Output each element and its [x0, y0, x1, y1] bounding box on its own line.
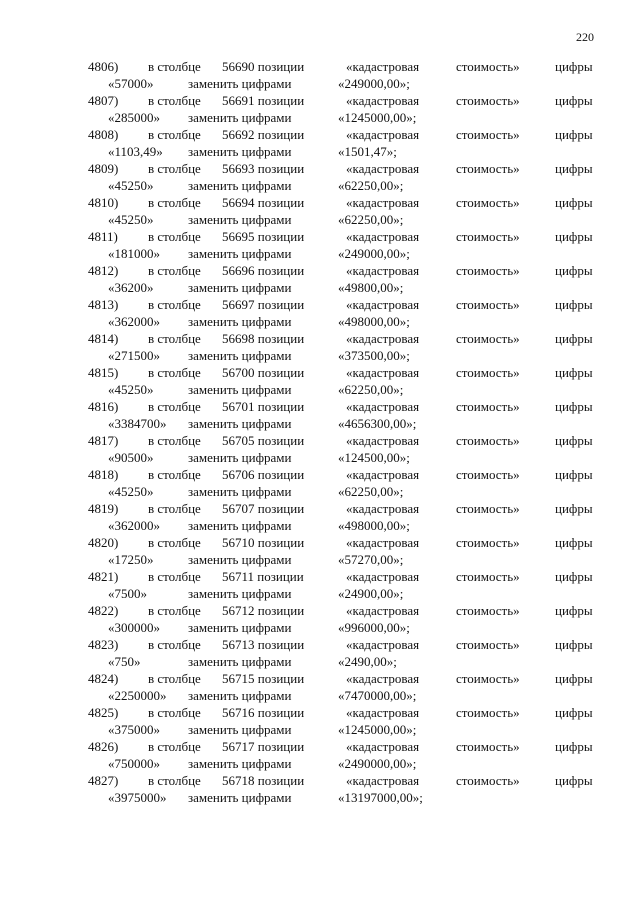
in-column-label: в столбце [148, 773, 201, 788]
digits-label: цифры [555, 671, 593, 686]
cost-label: стоимость» [456, 331, 520, 346]
position-ref [222, 670, 304, 687]
cadastral-label: «кадастровая [346, 637, 420, 652]
position-ref [222, 568, 304, 585]
list-item [0, 772, 640, 806]
in-column-label: в столбце [148, 569, 201, 584]
digits-label: цифры [555, 161, 593, 176]
cost-label: стоимость» [456, 467, 520, 482]
position-ref [222, 330, 304, 347]
list-item [0, 466, 640, 500]
position-number: 56710 [222, 535, 255, 550]
list-item [0, 738, 640, 772]
replace-label: заменить цифрами [188, 280, 292, 295]
cadastral-label: «кадастровая [346, 59, 420, 74]
position-ref [222, 500, 304, 517]
position-number: 56695 [222, 229, 255, 244]
old-value: «45250» [108, 484, 154, 499]
in-column-label: в столбце [148, 637, 201, 652]
new-value: «373500,00»; [338, 348, 410, 363]
in-column-label: в столбце [148, 501, 201, 516]
old-value: «750000» [108, 756, 160, 771]
cadastral-label: «кадастровая [346, 127, 420, 142]
cost-label: стоимость» [456, 229, 520, 244]
old-value: «271500» [108, 348, 160, 363]
old-value: «300000» [108, 620, 160, 635]
position-number: 56694 [222, 195, 255, 210]
list-item [0, 602, 640, 636]
digits-label: цифры [555, 637, 593, 652]
list-item [0, 92, 640, 126]
cadastral-label: «кадастровая [346, 705, 420, 720]
entry-number: 4825) [88, 705, 119, 720]
replace-label: заменить цифрами [188, 654, 292, 669]
digits-label: цифры [555, 365, 593, 380]
entry-number: 4815) [88, 365, 119, 380]
digits-label: цифры [555, 195, 593, 210]
position-ref [222, 466, 304, 483]
entry-number: 4812) [88, 263, 119, 278]
digits-label: цифры [555, 263, 593, 278]
position-label: позиции [257, 501, 305, 516]
cadastral-label: «кадастровая [346, 229, 420, 244]
old-value: «1103,49» [108, 144, 163, 159]
position-number: 56690 [222, 59, 255, 74]
replace-label: заменить цифрами [188, 246, 292, 261]
new-value: «498000,00»; [338, 518, 410, 533]
replace-label: заменить цифрами [188, 552, 292, 567]
entry-number: 4819) [88, 501, 119, 516]
position-ref [222, 636, 304, 653]
cadastral-label: «кадастровая [346, 603, 420, 618]
cadastral-label: «кадастровая [346, 263, 420, 278]
in-column-label: в столбце [148, 603, 201, 618]
entry-number: 4816) [88, 399, 119, 414]
position-ref [222, 228, 304, 245]
cost-label: стоимость» [456, 297, 520, 312]
entry-number: 4820) [88, 535, 119, 550]
list-item [0, 126, 640, 160]
entry-number: 4827) [88, 773, 119, 788]
replace-label: заменить цифрами [188, 756, 292, 771]
entry-number: 4823) [88, 637, 119, 652]
entry-number: 4813) [88, 297, 119, 312]
position-number: 56713 [222, 637, 255, 652]
position-ref [222, 534, 304, 551]
new-value: «249000,00»; [338, 76, 410, 91]
position-number: 56692 [222, 127, 255, 142]
position-label: позиции [257, 433, 305, 448]
list-item [0, 296, 640, 330]
new-value: «4656300,00»; [338, 416, 417, 431]
in-column-label: в столбце [148, 331, 201, 346]
position-label: позиции [257, 365, 305, 380]
new-value: «62250,00»; [338, 484, 404, 499]
old-value: «45250» [108, 178, 154, 193]
position-ref [222, 126, 304, 143]
position-ref [222, 160, 304, 177]
replace-label: заменить цифрами [188, 450, 292, 465]
position-number: 56718 [222, 773, 255, 788]
position-label: позиции [257, 195, 305, 210]
entry-number: 4809) [88, 161, 119, 176]
cost-label: стоимость» [456, 501, 520, 516]
position-ref [222, 92, 304, 109]
digits-label: цифры [555, 739, 593, 754]
cadastral-label: «кадастровая [346, 739, 420, 754]
replace-label: заменить цифрами [188, 688, 292, 703]
position-number: 56698 [222, 331, 255, 346]
position-number: 56691 [222, 93, 255, 108]
digits-label: цифры [555, 127, 593, 142]
old-value: «45250» [108, 382, 154, 397]
digits-label: цифры [555, 467, 593, 482]
digits-label: цифры [555, 705, 593, 720]
old-value: «45250» [108, 212, 154, 227]
digits-label: цифры [555, 399, 593, 414]
old-value: «90500» [108, 450, 154, 465]
digits-label: цифры [555, 229, 593, 244]
replace-label: заменить цифрами [188, 348, 292, 363]
position-ref [222, 772, 304, 789]
position-label: позиции [257, 773, 305, 788]
new-value: «124500,00»; [338, 450, 410, 465]
digits-label: цифры [555, 59, 593, 74]
entry-number: 4826) [88, 739, 119, 754]
cost-label: стоимость» [456, 773, 520, 788]
in-column-label: в столбце [148, 433, 201, 448]
replace-label: заменить цифрами [188, 110, 292, 125]
cadastral-label: «кадастровая [346, 671, 420, 686]
entry-number: 4817) [88, 433, 119, 448]
position-label: позиции [257, 331, 305, 346]
in-column-label: в столбце [148, 127, 201, 142]
new-value: «1245000,00»; [338, 110, 417, 125]
new-value: «2490,00»; [338, 654, 397, 669]
cost-label: стоимость» [456, 637, 520, 652]
position-label: позиции [257, 399, 305, 414]
position-label: позиции [257, 739, 305, 754]
in-column-label: в столбце [148, 229, 201, 244]
cost-label: стоимость» [456, 93, 520, 108]
position-ref [222, 58, 304, 75]
cost-label: стоимость» [456, 603, 520, 618]
digits-label: цифры [555, 569, 593, 584]
replace-label: заменить цифрами [188, 790, 292, 805]
digits-label: цифры [555, 501, 593, 516]
position-label: позиции [257, 569, 304, 584]
list-item [0, 58, 640, 92]
cadastral-label: «кадастровая [346, 535, 420, 550]
cost-label: стоимость» [456, 127, 520, 142]
cadastral-label: «кадастровая [346, 569, 420, 584]
entry-number: 4807) [88, 93, 119, 108]
entry-number: 4810) [88, 195, 119, 210]
amendment-list [0, 58, 640, 806]
list-item [0, 704, 640, 738]
cadastral-label: «кадастровая [346, 501, 420, 516]
position-label: позиции [257, 297, 305, 312]
replace-label: заменить цифрами [188, 382, 292, 397]
new-value: «57270,00»; [338, 552, 404, 567]
in-column-label: в столбце [148, 59, 201, 74]
digits-label: цифры [555, 93, 593, 108]
old-value: «3384700» [108, 416, 167, 431]
entry-number: 4822) [88, 603, 119, 618]
list-item [0, 364, 640, 398]
replace-label: заменить цифрами [188, 484, 292, 499]
page-number: 220 [576, 30, 594, 44]
list-item [0, 228, 640, 262]
cadastral-label: «кадастровая [346, 365, 420, 380]
replace-label: заменить цифрами [188, 76, 292, 91]
replace-label: заменить цифрами [188, 178, 292, 193]
replace-label: заменить цифрами [188, 722, 292, 737]
new-value: «49800,00»; [338, 280, 404, 295]
list-item [0, 194, 640, 228]
new-value: «2490000,00»; [338, 756, 417, 771]
entry-number: 4808) [88, 127, 119, 142]
position-label: позиции [257, 671, 305, 686]
list-item [0, 160, 640, 194]
in-column-label: в столбце [148, 535, 201, 550]
position-number: 56706 [222, 467, 255, 482]
position-ref [222, 262, 304, 279]
new-value: «62250,00»; [338, 178, 404, 193]
in-column-label: в столбце [148, 263, 201, 278]
position-label: позиции [257, 535, 305, 550]
cost-label: стоимость» [456, 671, 520, 686]
new-value: «62250,00»; [338, 212, 404, 227]
cadastral-label: «кадастровая [346, 161, 420, 176]
in-column-label: в столбце [148, 739, 201, 754]
list-item [0, 670, 640, 704]
position-number: 56693 [222, 161, 255, 176]
list-item [0, 534, 640, 568]
old-value: «285000» [108, 110, 160, 125]
cost-label: стоимость» [456, 433, 520, 448]
replace-label: заменить цифрами [188, 586, 292, 601]
digits-label: цифры [555, 297, 593, 312]
position-number: 56716 [222, 705, 255, 720]
in-column-label: в столбце [148, 467, 201, 482]
digits-label: цифры [555, 433, 593, 448]
position-number: 56697 [222, 297, 255, 312]
cadastral-label: «кадастровая [346, 93, 420, 108]
cost-label: стоимость» [456, 535, 520, 550]
old-value: «7500» [108, 586, 147, 601]
cost-label: стоимость» [456, 399, 520, 414]
in-column-label: в столбце [148, 195, 201, 210]
replace-label: заменить цифрами [188, 314, 292, 329]
cadastral-label: «кадастровая [346, 399, 420, 414]
position-label: позиции [257, 467, 305, 482]
old-value: «36200» [108, 280, 154, 295]
position-ref [222, 602, 304, 619]
position-number: 56696 [222, 263, 255, 278]
entry-number: 4806) [88, 59, 119, 74]
position-label: позиции [257, 93, 305, 108]
position-label: позиции [257, 637, 305, 652]
position-ref [222, 194, 304, 211]
old-value: «362000» [108, 314, 160, 329]
digits-label: цифры [555, 773, 593, 788]
old-value: «362000» [108, 518, 160, 533]
replace-label: заменить цифрами [188, 144, 292, 159]
in-column-label: в столбце [148, 297, 201, 312]
list-item [0, 330, 640, 364]
position-label: позиции [257, 59, 305, 74]
new-value: «498000,00»; [338, 314, 410, 329]
new-value: «996000,00»; [338, 620, 410, 635]
position-number: 56712 [222, 603, 255, 618]
list-item [0, 568, 640, 602]
in-column-label: в столбце [148, 365, 201, 380]
list-item [0, 432, 640, 466]
position-number: 56700 [222, 365, 255, 380]
old-value: «17250» [108, 552, 154, 567]
old-value: «181000» [108, 246, 160, 261]
in-column-label: в столбце [148, 93, 201, 108]
new-value: «1501,47»; [338, 144, 397, 159]
in-column-label: в столбце [148, 705, 201, 720]
old-value: «750» [108, 654, 141, 669]
position-ref [222, 398, 304, 415]
position-number: 56701 [222, 399, 255, 414]
old-value: «57000» [108, 76, 154, 91]
position-number: 56715 [222, 671, 255, 686]
cost-label: стоимость» [456, 195, 520, 210]
new-value: «13197000,00»; [338, 790, 423, 805]
in-column-label: в столбце [148, 161, 201, 176]
position-label: позиции [257, 161, 305, 176]
old-value: «375000» [108, 722, 160, 737]
cost-label: стоимость» [456, 161, 520, 176]
position-number: 56707 [222, 501, 255, 516]
list-item [0, 636, 640, 670]
cost-label: стоимость» [456, 59, 520, 74]
position-ref [222, 432, 304, 449]
in-column-label: в столбце [148, 399, 201, 414]
new-value: «7470000,00»; [338, 688, 417, 703]
replace-label: заменить цифрами [188, 212, 292, 227]
cost-label: стоимость» [456, 569, 520, 584]
cost-label: стоимость» [456, 705, 520, 720]
replace-label: заменить цифрами [188, 416, 292, 431]
new-value: «249000,00»; [338, 246, 410, 261]
cadastral-label: «кадастровая [346, 331, 420, 346]
position-label: позиции [257, 603, 305, 618]
cost-label: стоимость» [456, 365, 520, 380]
digits-label: цифры [555, 535, 593, 550]
list-item [0, 262, 640, 296]
in-column-label: в столбце [148, 671, 201, 686]
cadastral-label: «кадастровая [346, 773, 420, 788]
position-label: позиции [257, 705, 305, 720]
entry-number: 4824) [88, 671, 119, 686]
cadastral-label: «кадастровая [346, 195, 420, 210]
position-label: позиции [257, 127, 305, 142]
position-label: позиции [257, 263, 305, 278]
position-ref [222, 738, 304, 755]
position-ref [222, 296, 304, 313]
cost-label: стоимость» [456, 739, 520, 754]
position-number: 56711 [222, 569, 255, 584]
new-value: «62250,00»; [338, 382, 404, 397]
replace-label: заменить цифрами [188, 620, 292, 635]
cadastral-label: «кадастровая [346, 433, 420, 448]
entry-number: 4811) [88, 229, 118, 244]
old-value: «2250000» [108, 688, 167, 703]
replace-label: заменить цифрами [188, 518, 292, 533]
position-number: 56705 [222, 433, 255, 448]
cost-label: стоимость» [456, 263, 520, 278]
cadastral-label: «кадастровая [346, 297, 420, 312]
list-item [0, 500, 640, 534]
digits-label: цифры [555, 331, 593, 346]
entry-number: 4818) [88, 467, 119, 482]
old-value: «3975000» [108, 790, 167, 805]
list-item [0, 398, 640, 432]
entry-number: 4814) [88, 331, 119, 346]
position-ref [222, 704, 304, 721]
cadastral-label: «кадастровая [346, 467, 420, 482]
entry-number: 4821) [88, 569, 119, 584]
position-number: 56717 [222, 739, 255, 754]
new-value: «1245000,00»; [338, 722, 417, 737]
new-value: «24900,00»; [338, 586, 404, 601]
digits-label: цифры [555, 603, 593, 618]
position-label: позиции [257, 229, 305, 244]
position-ref [222, 364, 304, 381]
